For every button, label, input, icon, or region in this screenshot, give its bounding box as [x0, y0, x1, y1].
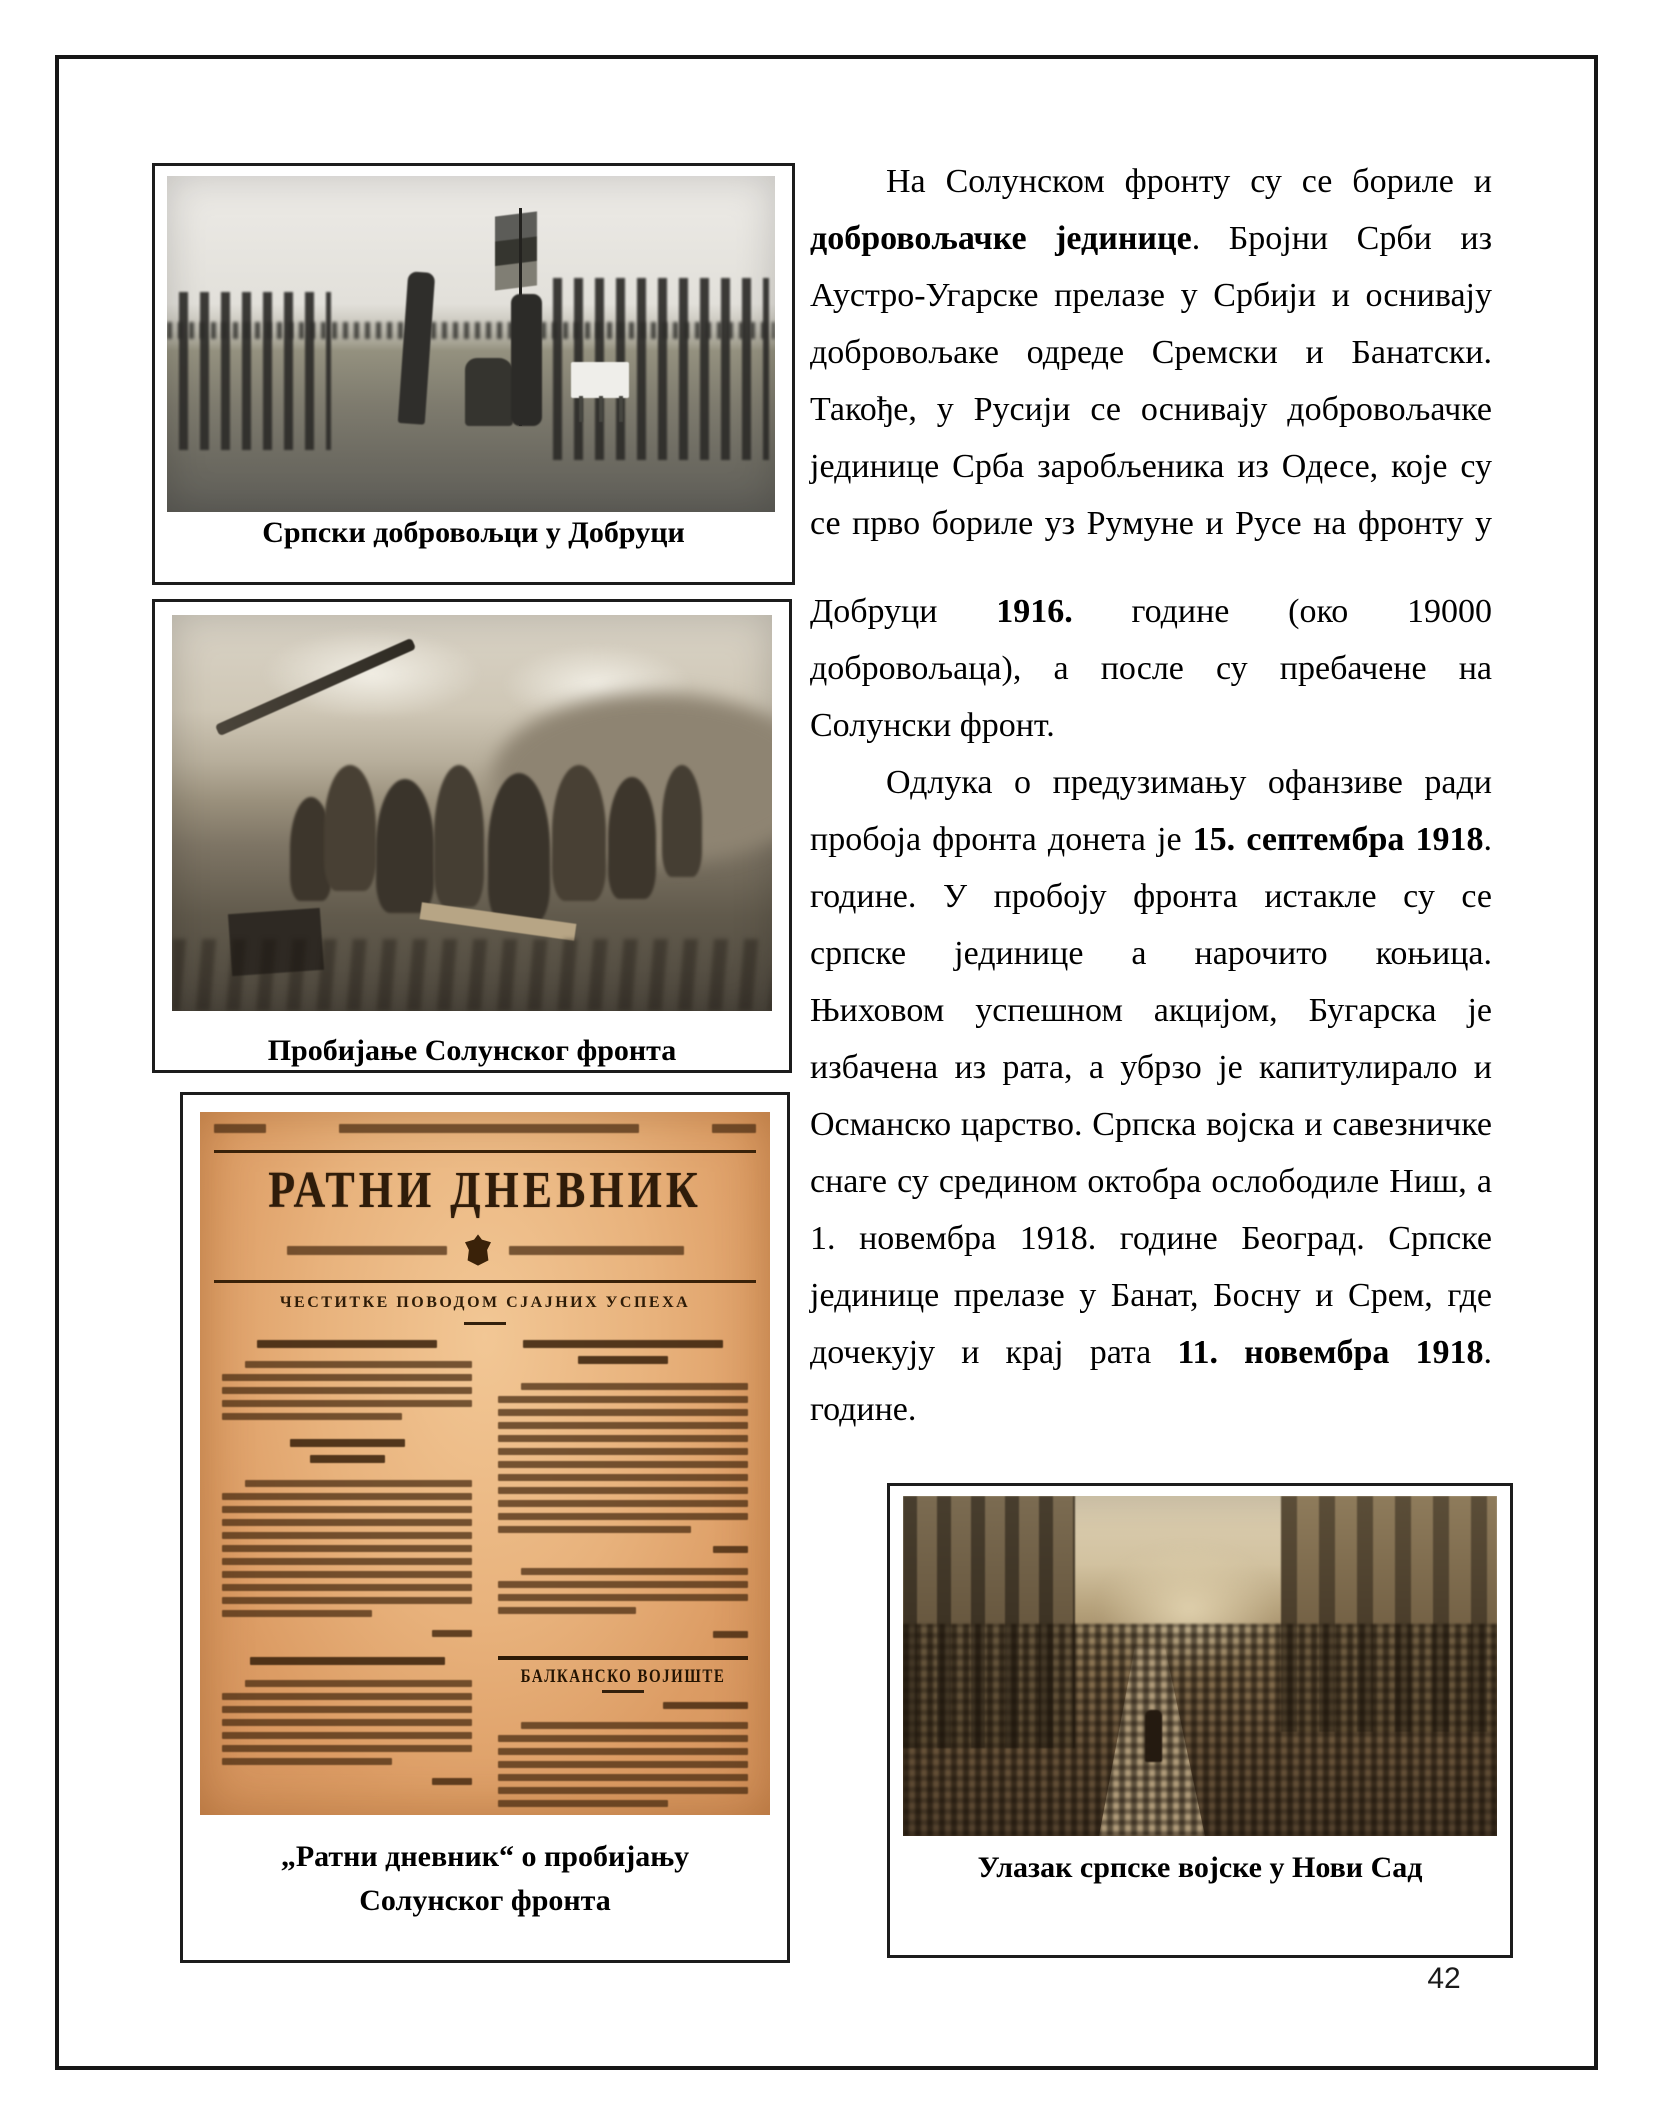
newspaper-text-line — [432, 1778, 472, 1785]
mud-texture — [172, 939, 772, 1011]
figure-frame-novi-sad — [887, 1483, 1513, 1958]
newspaper-text-line — [521, 1568, 749, 1575]
newspaper-text-line — [498, 1539, 748, 1541]
newspaper-text-line — [498, 1461, 748, 1468]
body-text-line: 1. новембра 1918. године Београд. Српске — [810, 1220, 1492, 1257]
figure-caption-volunteers: Српски добровољци у Добруци — [262, 516, 685, 549]
newspaper-text-line — [498, 1693, 748, 1697]
newspaper-text-line — [498, 1487, 748, 1494]
newspaper-text-line — [498, 1558, 748, 1562]
newspaper-text-line — [498, 1568, 748, 1614]
newspaper-text-line — [310, 1455, 385, 1463]
newspaper-text-line — [222, 1450, 472, 1452]
newspaper-text-line — [498, 1656, 748, 1660]
figure-caption-salonika-front: Пробијање Солунског фронта — [267, 1034, 677, 1067]
body-text-line: пробоја фронта донета је 15. септембра 1918. — [810, 821, 1492, 858]
newspaper-text-line — [222, 1597, 472, 1604]
body-text-line: снаге су средином октобра ослободиле Ниш, а — [810, 1163, 1492, 1200]
body-text-line: јединице прелазе у Банат, Босну и Срем, где — [810, 1277, 1492, 1314]
newspaper-text-line — [222, 1400, 472, 1407]
body-text-line: добровољаке одреде Сремски и Банатски. — [810, 334, 1492, 371]
newspaper-column-right-top — [498, 1340, 748, 1669]
newspaper-text-line — [222, 1351, 472, 1355]
figure-caption-war-diary — [183, 1835, 787, 1923]
newspaper-text-line — [222, 1623, 472, 1625]
newspaper-text-line — [498, 1748, 748, 1755]
newspaper-text-line — [222, 1374, 472, 1381]
body-text-line: избачена из рата, а убрзо је капитулирало и — [810, 1049, 1492, 1086]
newspaper-text-line — [250, 1657, 445, 1665]
newspaper-text-line — [578, 1356, 668, 1364]
newspaper-text-line — [498, 1396, 748, 1403]
newspaper-column-right — [498, 1337, 748, 1805]
body-text-line: Такође, у Русији се оснивају добровољачке — [810, 391, 1492, 428]
body-paragraph-2 — [810, 583, 1492, 1438]
newspaper-text-line — [222, 1413, 402, 1420]
newspaper-text-line — [498, 1409, 748, 1416]
newspaper-text-line — [222, 1706, 472, 1713]
newspaper-organ-line-blur — [287, 1246, 447, 1255]
newspaper-text-line — [498, 1787, 748, 1794]
newspaper-date-blur — [339, 1124, 639, 1133]
soldier-figure — [662, 765, 702, 877]
flag-shape — [495, 211, 537, 290]
newspaper-text-line — [222, 1466, 472, 1474]
newspaper-text-line — [222, 1480, 472, 1617]
soldier-figure — [434, 765, 484, 907]
body-text-line: добровољачке јединице. Бројни Срби из — [810, 220, 1492, 257]
newspaper-headline-dash — [200, 1318, 770, 1325]
newspaper-text-line — [222, 1519, 472, 1526]
field-table — [571, 362, 629, 398]
figure-caption-novi-sad: Улазак српске војске у Нови Сад — [977, 1851, 1423, 1884]
body-text-line: српске јединице а нарочито коњица. — [810, 935, 1492, 972]
newspaper-text-line — [521, 1383, 749, 1390]
newspaper-text-line — [498, 1800, 668, 1807]
newspaper-text-line — [498, 1643, 748, 1653]
newspaper-text-line — [498, 1448, 748, 1455]
newspaper-text-line — [222, 1387, 472, 1394]
newspaper-text-line — [222, 1558, 472, 1565]
caption-line-2: Солунског фронта — [359, 1884, 611, 1917]
body-paragraph-1 — [810, 153, 1492, 552]
newspaper-issue-number-blur — [214, 1124, 266, 1133]
newspaper-text-line — [498, 1383, 748, 1533]
newspaper-text-line — [245, 1480, 473, 1487]
body-text-line: Одлука о предузимању офанзиве ради — [886, 764, 1492, 801]
crowd-texture — [903, 1624, 1497, 1836]
newspaper-column-right-bottom — [498, 1693, 748, 1807]
body-text-line: године. У пробоју фронта истакле су се — [810, 878, 1492, 915]
newspaper-text-line — [222, 1771, 472, 1773]
photo-salonika-front-image — [172, 615, 772, 1011]
body-text-line: Аустро-Угарске прелазе у Србији и оснивају — [810, 277, 1492, 314]
body-text-line: се прво бориле уз Румуне и Русе на фронту у — [810, 505, 1492, 542]
cloud-shape — [262, 629, 482, 719]
newspaper-editors-line-blur — [509, 1246, 684, 1255]
figure-frame-salonika-front — [152, 599, 792, 1073]
body-text-line: На Солунском фронту су се бориле и — [886, 163, 1492, 200]
newspaper-text-line — [498, 1607, 636, 1614]
newspaper-text-line — [498, 1594, 748, 1601]
newspaper-text-line — [498, 1422, 748, 1429]
newspaper-text-line — [498, 1367, 748, 1377]
photo-volunteers-image — [167, 176, 775, 512]
newspaper-text-line — [222, 1642, 472, 1654]
newspaper-text-line — [222, 1506, 472, 1513]
newspaper-text-line — [498, 1581, 748, 1588]
newspaper-crest-icon — [465, 1234, 491, 1266]
soldier-group-left — [179, 292, 331, 450]
photo-novi-sad-image — [903, 1496, 1497, 1836]
newspaper-text-line — [222, 1361, 472, 1420]
newspaper-text-line — [432, 1630, 472, 1637]
newspaper-section-headline: БАЛКАНСКО ВОЈИШТЕ — [520, 1666, 726, 1687]
body-text-line: добровољаца), а после су пребачене на — [810, 650, 1492, 687]
page-number: 42 — [1427, 1962, 1461, 1995]
newspaper-text-line — [222, 1610, 372, 1617]
body-text-line: године. — [810, 1391, 917, 1428]
flag-bearer-figure — [511, 294, 542, 426]
newspaper-text-line — [222, 1732, 472, 1739]
newspaper-text-line — [713, 1546, 748, 1553]
newspaper-dateline-row — [214, 1124, 756, 1133]
newspaper-text-line — [222, 1745, 472, 1752]
newspaper-year-blur — [712, 1124, 756, 1133]
newspaper-text-line — [498, 1526, 691, 1533]
caption-line-1: „Ратни дневник“ о пробијању — [280, 1840, 690, 1873]
body-text-line: Њиховом успешном акцијом, Бугарска је — [810, 992, 1492, 1029]
newspaper-text-line — [498, 1474, 748, 1481]
newspaper-text-line — [222, 1426, 472, 1436]
newspaper-text-line — [498, 1500, 748, 1507]
newspaper-rule — [214, 1280, 756, 1283]
newspaper-rule — [214, 1150, 756, 1153]
newspaper-text-line — [222, 1758, 392, 1765]
kneeling-soldier-figure — [465, 358, 513, 426]
newspaper-text-line — [245, 1361, 473, 1368]
newspaper-text-line — [222, 1584, 472, 1591]
newspaper-text-line — [257, 1340, 437, 1348]
newspaper-text-line — [222, 1680, 472, 1765]
newspaper-text-line — [222, 1571, 472, 1578]
figure-frame-war-diary — [180, 1092, 790, 1963]
newspaper-text-line — [222, 1668, 472, 1674]
newspaper-text-line — [222, 1493, 472, 1500]
newspaper-text-line — [713, 1631, 748, 1638]
newspaper-text-line — [498, 1774, 748, 1781]
newspaper-submasthead-row — [200, 1234, 770, 1266]
newspaper-text-line — [498, 1722, 748, 1807]
newspaper-text-line — [498, 1735, 748, 1742]
newspaper-front-page — [200, 1112, 770, 1815]
soldier-figure — [552, 765, 606, 901]
soldier-figure — [324, 765, 376, 891]
newspaper-text-line — [222, 1545, 472, 1552]
newspaper-text-line — [521, 1722, 749, 1729]
newspaper-text-line — [222, 1532, 472, 1539]
soldier-figure — [488, 773, 550, 923]
newspaper-text-line — [498, 1351, 748, 1353]
soldier-figure — [376, 779, 434, 913]
walking-figure — [1145, 1710, 1162, 1762]
body-text-line: Османско царство. Српска војска и савезничке — [810, 1106, 1492, 1143]
officer-figure — [398, 271, 436, 425]
newspaper-text-line — [498, 1435, 748, 1442]
newspaper-text-line — [498, 1620, 748, 1626]
newspaper-main-headline: ЧЕСТИТКЕ ПОВОДОМ СЈАЈНИХ УСПЕХА — [279, 1294, 691, 1311]
newspaper-text-line — [523, 1340, 723, 1348]
newspaper-text-line — [245, 1680, 473, 1687]
newspaper-text-line — [498, 1714, 748, 1716]
newspaper-text-line — [498, 1761, 748, 1768]
newspaper-text-line — [290, 1439, 405, 1447]
body-text-line: Добруци 1916. године (око 19000 — [810, 593, 1493, 630]
figure-frame-volunteers — [152, 163, 795, 585]
newspaper-columns — [222, 1337, 748, 1805]
newspaper-masthead: РАТНИ ДНЕВНИК — [268, 1161, 702, 1219]
newspaper-column-left — [222, 1337, 472, 1805]
body-text-line: Солунски фронт. — [810, 707, 1055, 744]
soldier-figure — [608, 777, 656, 899]
newspaper-text-line — [222, 1693, 472, 1700]
body-text-line: дочекују и крај рата 11. новембра 1918. — [810, 1334, 1493, 1371]
field-table-legs — [579, 396, 623, 422]
body-text-line: јединице Срба заробљеника из Одесе, које су — [810, 448, 1492, 485]
newspaper-text-line — [222, 1719, 472, 1726]
newspaper-text-line — [498, 1513, 748, 1520]
newspaper-text-line — [663, 1702, 748, 1709]
